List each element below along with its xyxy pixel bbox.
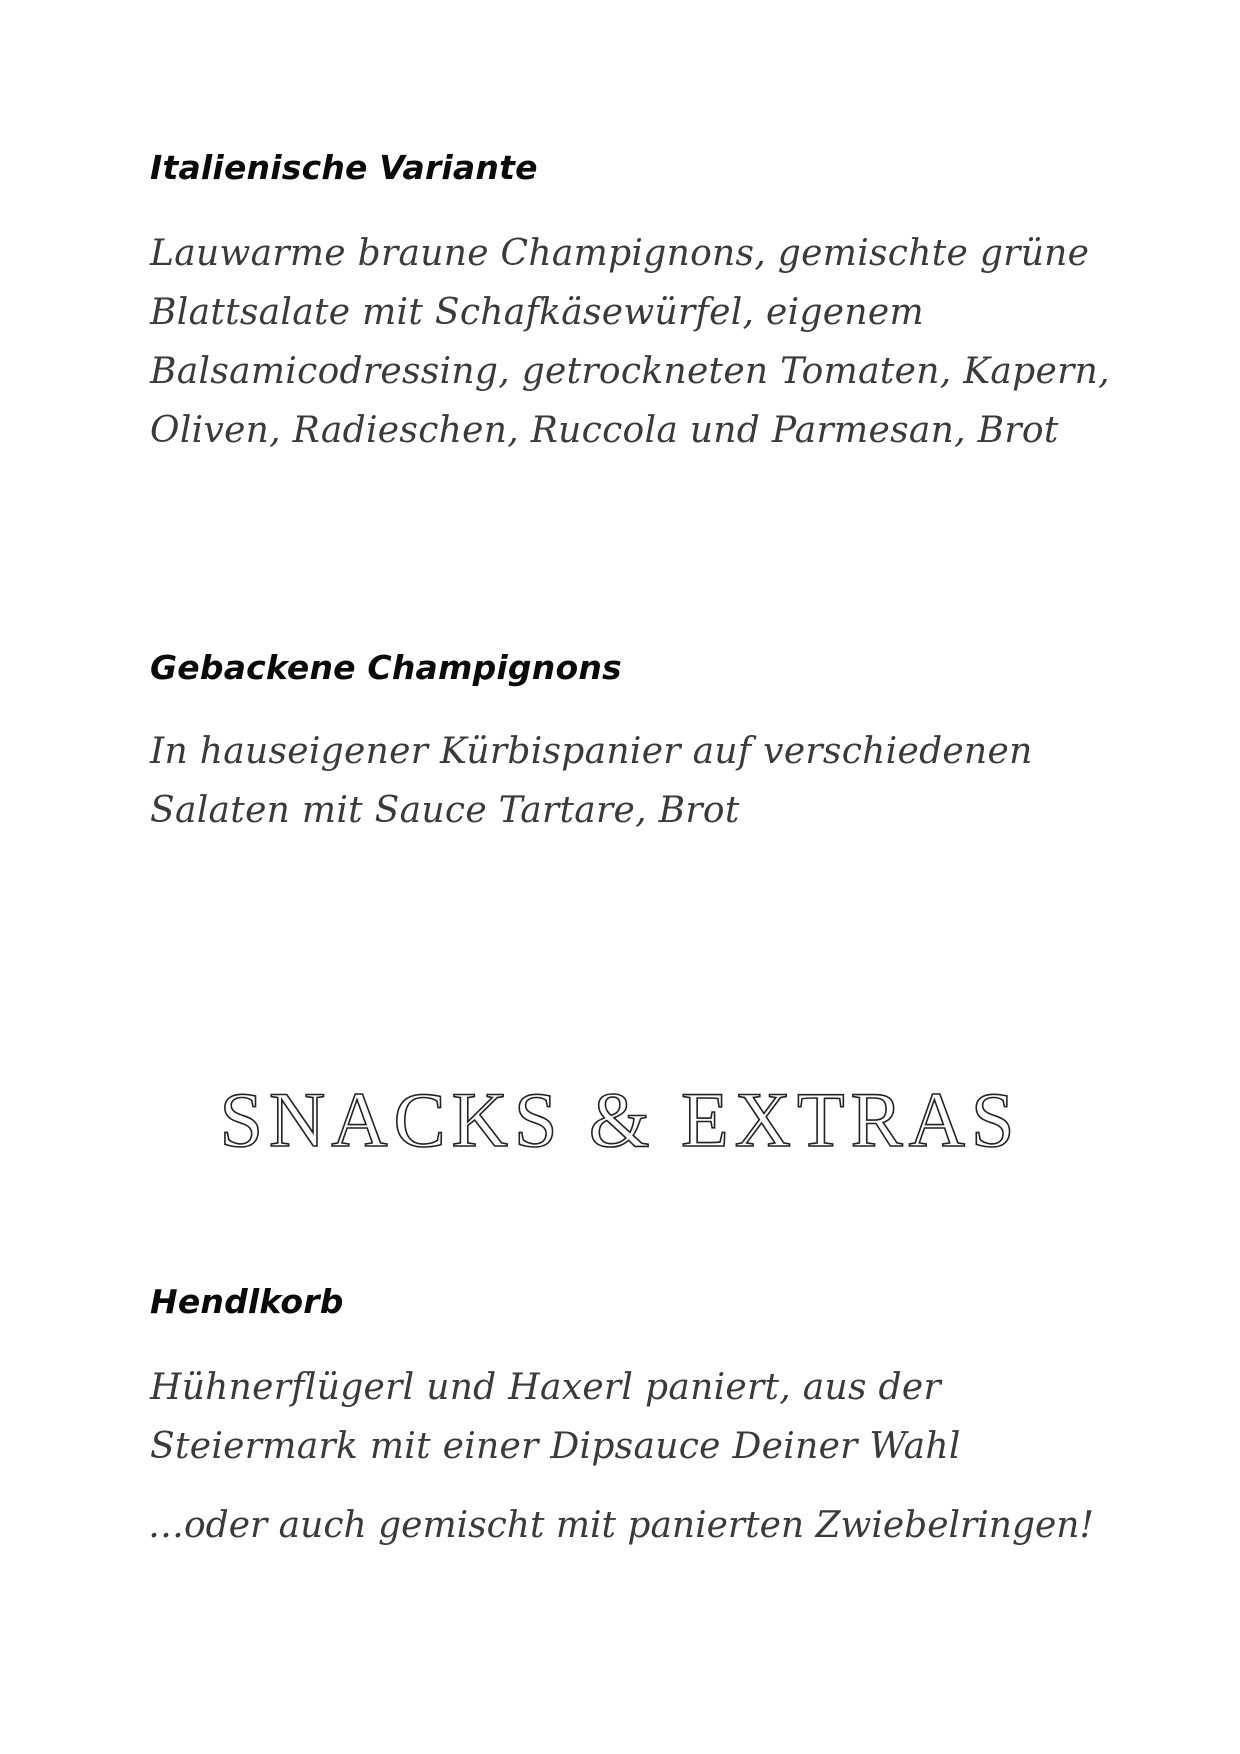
item-title-hendlkorb: Hendlkorb [150,1282,344,1321]
description-line: Salaten mit Sauce Tartare, Brot [150,790,740,831]
item-title-gebackene-champignons: Gebackene Champignons [150,648,622,687]
description-line: Oliven, Radieschen, Ruccola und Parmesan, Brot [150,410,1059,451]
item-description-hendlkorb [150,1358,961,1476]
description-line: Hühnerflügerl und Haxerl paniert, aus der [150,1367,941,1408]
section-heading-snacks-extras: SNACKS & EXTRAS [219,1076,1021,1163]
item-note-hendlkorb: …oder auch gemischt mit panierten Zwiebelringen! [148,1505,1094,1546]
description-line: Lauwarme braune Champignons, gemischte grüne [150,233,1090,274]
description-line: In hauseigener Kürbispanier auf verschiedenen [150,731,1033,772]
description-line: Blattsalate mit Schafkäsewürfel, eigenem [150,292,924,333]
item-description-gebackene-champignons [150,722,1033,840]
item-description-italienische-variante [150,224,1110,460]
item-title-italienische-variante: Italienische Variante [150,148,538,187]
description-line: Steiermark mit einer Dipsauce Deiner Wahl [150,1426,961,1467]
description-line: Balsamicodressing, getrockneten Tomaten, Kapern, [150,351,1110,392]
